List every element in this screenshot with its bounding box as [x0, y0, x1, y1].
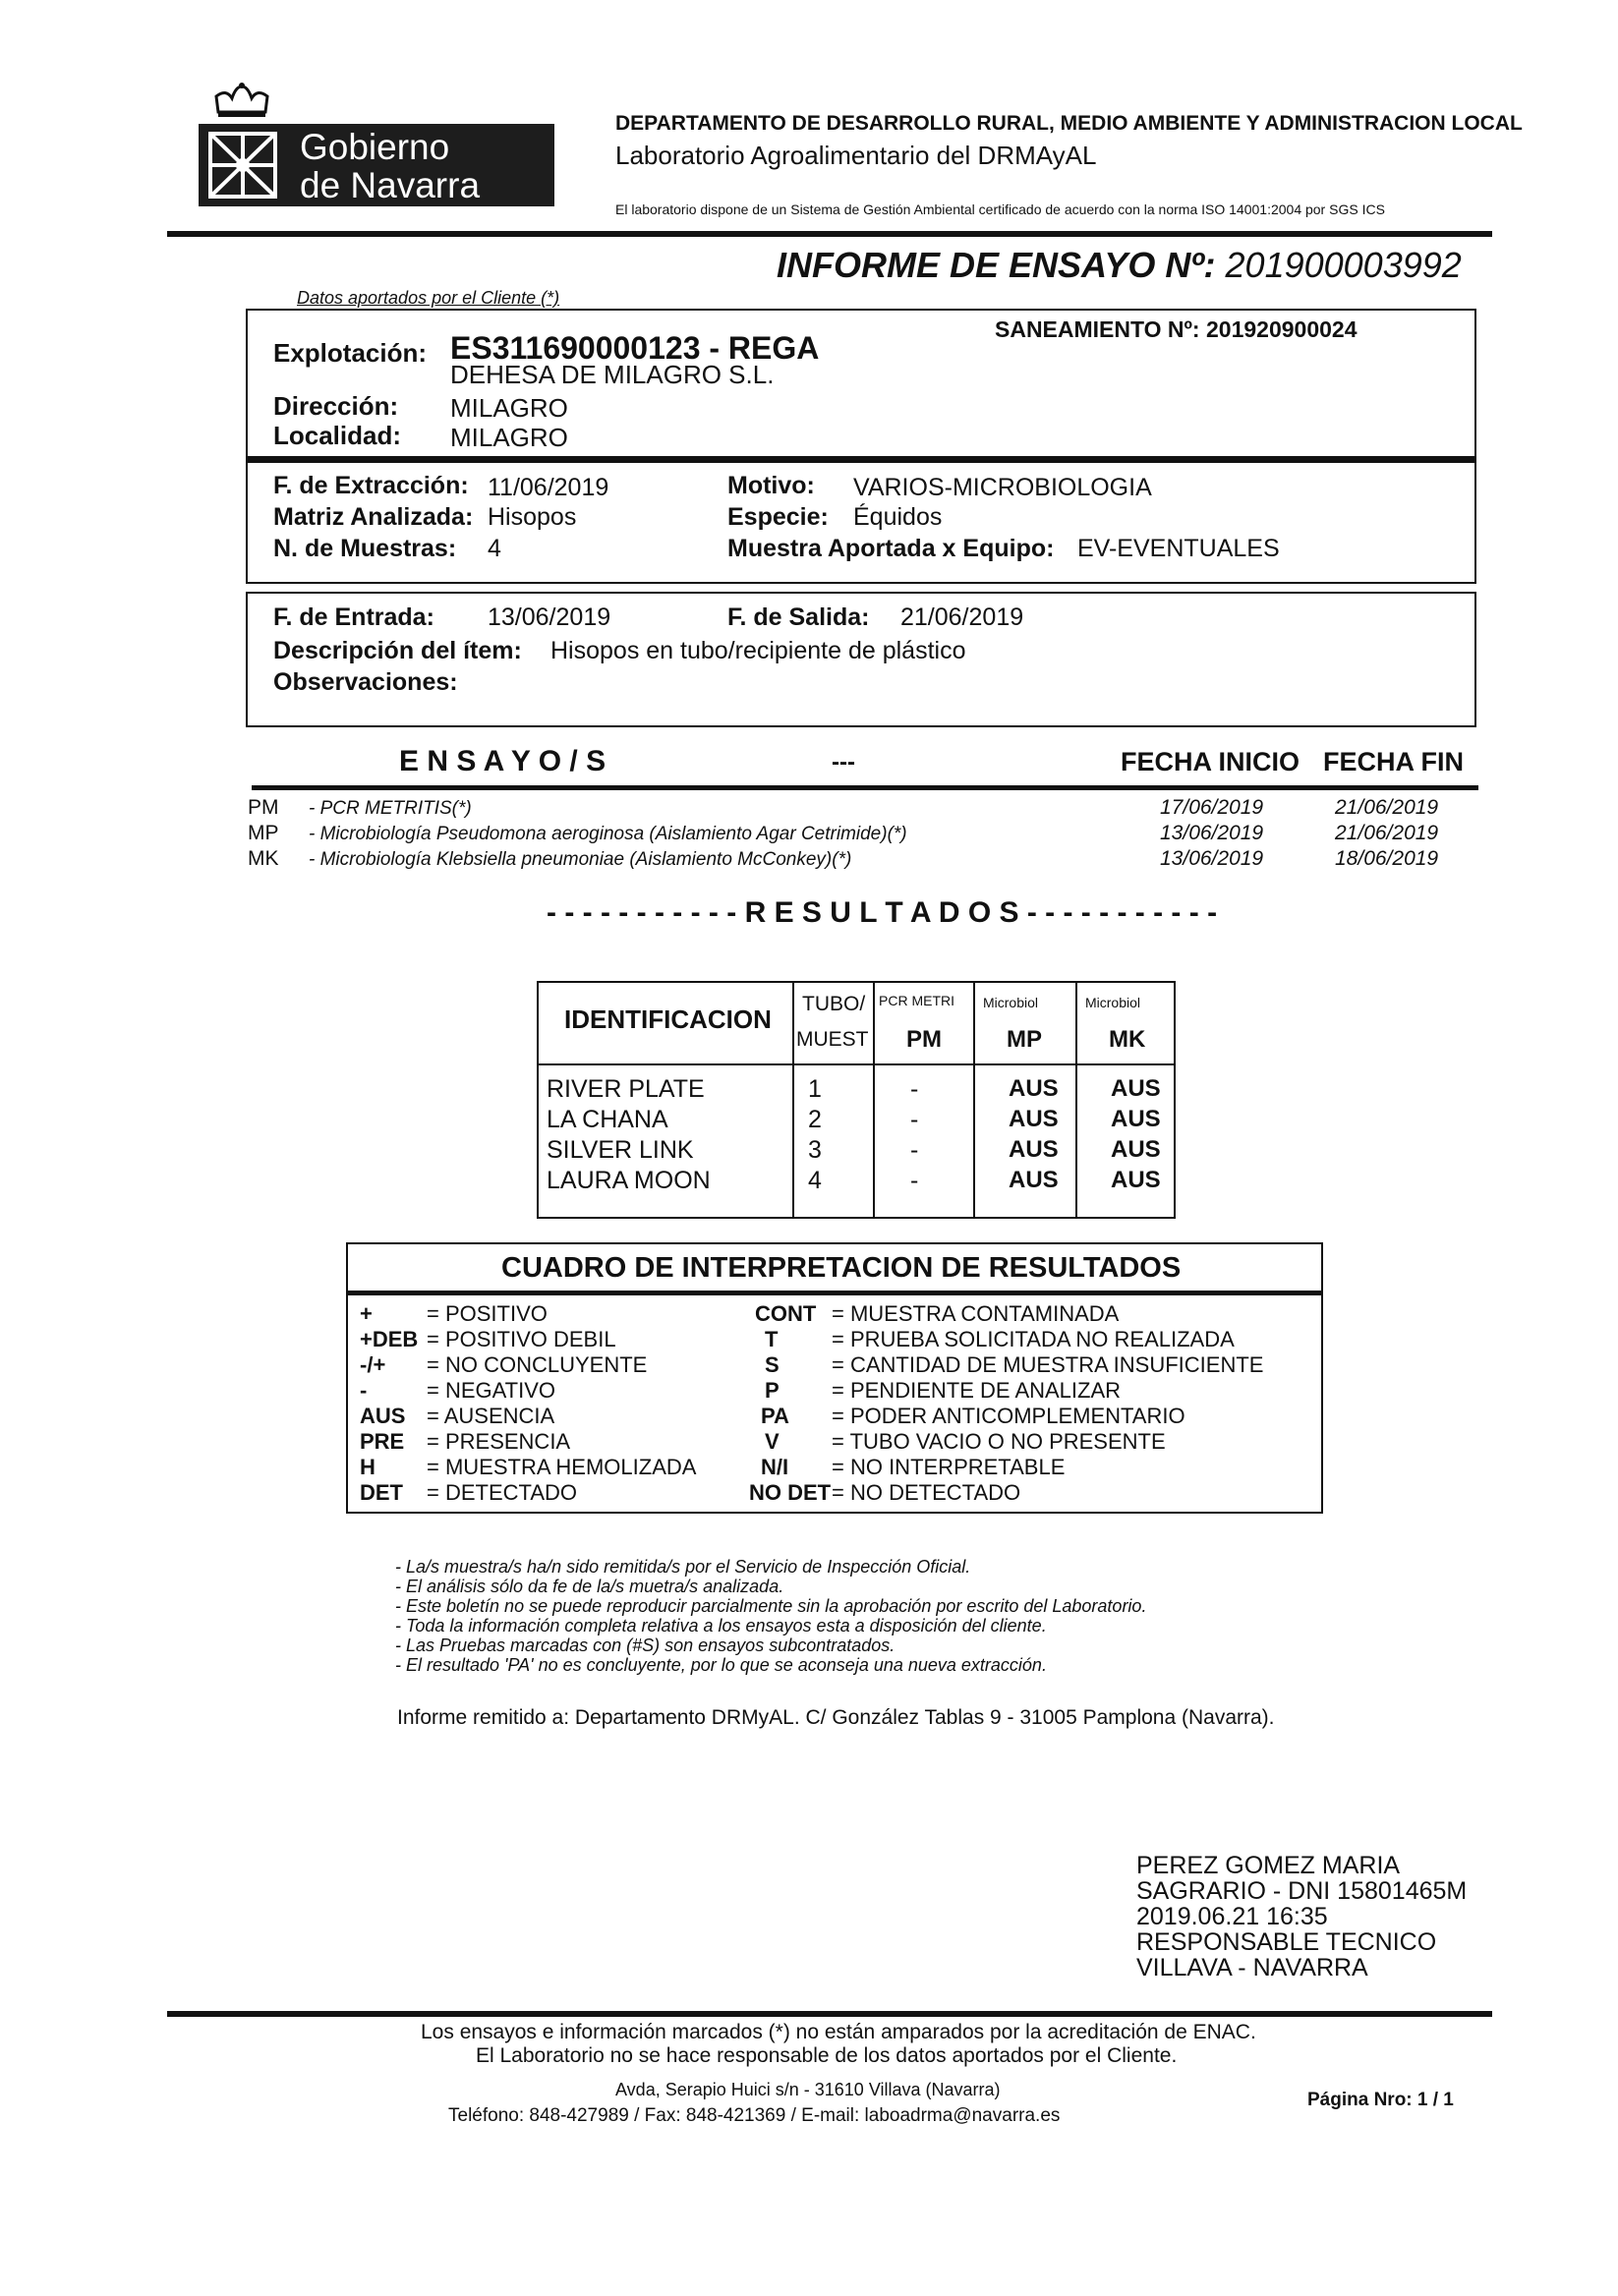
cell-mk: AUS [1111, 1136, 1161, 1163]
legend-code: -/+ [360, 1352, 386, 1377]
signature-block [1136, 1852, 1490, 1985]
legend-title: CUADRO DE INTERPRETACION DE RESULTADOS [501, 1252, 1182, 1284]
legend-code: - [360, 1378, 368, 1403]
col-header-mk: MK [1109, 1026, 1146, 1053]
motivo-label: Motivo: [727, 472, 815, 499]
ensayo-description: - PCR METRITIS(*) [309, 798, 472, 819]
ensayos-rule [252, 785, 1478, 790]
col-header-mp: MP [1007, 1026, 1042, 1053]
col-header-tubo-top: TUBO/ [802, 993, 866, 1015]
legend-code: DET [360, 1480, 403, 1505]
signature-line: 2019.06.21 16:35 [1136, 1903, 1328, 1930]
note-item: - Este boletín no se puede reproducir parcialmente sin la aprobación por escrito del Laboratorio. [395, 1596, 1147, 1616]
explotacion-value: ES311690000123 - REGA [450, 330, 820, 366]
cell-mp: AUS [1009, 1136, 1059, 1163]
report-recipient: Informe remitido a: Departamento DRMyAL. C/ González Tablas 9 - 31005 Pamplona (Navarra). [397, 1706, 1275, 1729]
entrada-value: 13/06/2019 [488, 603, 611, 631]
legend-text: = NEGATIVO [427, 1378, 556, 1403]
explotacion-label: Explotación: [273, 338, 428, 368]
cell-pm: - [910, 1167, 919, 1194]
ensayo-start-date: 13/06/2019 [1160, 822, 1264, 844]
cell-tubo: 2 [808, 1106, 822, 1133]
col-header-identificacion: IDENTIFICACION [564, 1004, 772, 1034]
entrada-label: F. de Entrada: [273, 603, 434, 631]
client-box [246, 309, 1476, 458]
signature-line: SAGRARIO - DNI 15801465M [1136, 1877, 1468, 1905]
ensayo-end-date: 18/06/2019 [1335, 847, 1439, 870]
footer-enac-note: Los ensayos e información marcados (*) no están amparados por la acreditación de ENAC. [421, 2021, 1256, 2043]
department-name: DEPARTAMENTO DE DESARROLLO RURAL, MEDIO AMBIENTE Y ADMINISTRACION LOCAL [615, 112, 1523, 135]
legend-code: P [765, 1378, 780, 1403]
logo-gobierno-navarra [199, 124, 554, 206]
cell-identificacion: LA CHANA [547, 1106, 668, 1133]
ensayo-start-date: 17/06/2019 [1160, 796, 1264, 819]
crown-icon [212, 83, 271, 118]
report-title [777, 245, 1462, 286]
legend-code: NO DET [749, 1480, 832, 1505]
cell-tubo: 4 [808, 1167, 822, 1194]
extraccion-value: 11/06/2019 [488, 474, 609, 501]
ensayo-end-date: 21/06/2019 [1335, 796, 1439, 819]
footer-responsibility-note: El Laboratorio no se hace responsable de los datos aportados por el Cliente. [476, 2044, 1178, 2067]
cell-mp: AUS [1009, 1075, 1059, 1102]
legend-text: = NO INTERPRETABLE [832, 1455, 1066, 1479]
iso-certification-note: El laboratorio dispone de un Sistema de Gestión Ambiental certificado de acuerdo con la norma ISO 14001:2004 por SGS ICS [615, 201, 1385, 217]
signature-line: RESPONSABLE TECNICO [1136, 1928, 1437, 1956]
resultados-heading: - - - - - - - - - - - R E S U L T A D O S - - - - - - - - - - - [547, 896, 1218, 929]
legend-code: PA [761, 1404, 789, 1428]
legend-text: = TUBO VACIO O NO PRESENTE [832, 1429, 1166, 1454]
matriz-label: Matriz Analizada: [273, 503, 474, 531]
ensayos-heading: E N S A Y O / S [399, 745, 607, 777]
descripcion-label: Descripción del ítem: [273, 637, 522, 664]
results-table [537, 981, 1176, 1219]
table-row [539, 1075, 1174, 1107]
fecha-fin-header: FECHA FIN [1323, 747, 1464, 776]
cell-mp: AUS [1009, 1106, 1059, 1132]
client-data-note: Datos aportados por el Cliente (*) [297, 288, 560, 308]
direccion-label: Dirección: [273, 391, 399, 421]
legend-code: +DEB [360, 1327, 419, 1351]
cell-pm: - [910, 1136, 919, 1164]
page-number: Página Nro: 1 / 1 [1307, 2090, 1454, 2110]
ensayo-code: MK [248, 847, 279, 870]
ensayo-description: - Microbiología Klebsiella pneumoniae (Aislamiento McConkey)(*) [309, 849, 852, 870]
col-header-pm: PM [906, 1026, 942, 1053]
legend-text: = NO CONCLUYENTE [427, 1352, 648, 1377]
ensayo-start-date: 13/06/2019 [1160, 847, 1264, 870]
legend-code: N/I [761, 1455, 789, 1479]
col-header-mp-top: Microbiol [983, 995, 1039, 1010]
aportada-label: Muestra Aportada x Equipo: [727, 535, 1055, 562]
cell-mk: AUS [1111, 1167, 1161, 1193]
legend-code: T [765, 1327, 779, 1351]
salida-label: F. de Salida: [727, 603, 870, 631]
extraccion-label: F. de Extracción: [273, 472, 469, 499]
legend-text: = CANTIDAD DE MUESTRA INSUFICIENTE [832, 1352, 1264, 1377]
cell-mk: AUS [1111, 1075, 1161, 1102]
laboratory-name: Laboratorio Agroalimentario del DRMAyAL [615, 141, 1097, 170]
cell-mp: AUS [1009, 1167, 1059, 1193]
muestras-value: 4 [488, 535, 501, 562]
legend-text: = POSITIVO DEBIL [427, 1327, 616, 1351]
cell-mk: AUS [1111, 1106, 1161, 1132]
legend-text: = PRUEBA SOLICITADA NO REALIZADA [832, 1327, 1235, 1351]
legend-text: = NO DETECTADO [832, 1480, 1021, 1505]
motivo-value: VARIOS-MICROBIOLOGIA [853, 474, 1152, 501]
muestras-label: N. de Muestras: [273, 535, 457, 562]
especie-value: Équidos [853, 503, 943, 531]
legend-entries [348, 1301, 1321, 1510]
legend-code: H [360, 1455, 376, 1479]
localidad-label: Localidad: [273, 421, 402, 450]
legend-text: = PENDIENTE DE ANALIZAR [832, 1378, 1122, 1403]
col-header-tubo-bottom: MUEST [796, 1028, 869, 1051]
company-name: DEHESA DE MILAGRO S.L. [450, 360, 775, 389]
observaciones-label: Observaciones: [273, 668, 458, 696]
signature-line: PEREZ GOMEZ MARIA [1136, 1852, 1401, 1879]
cell-tubo: 3 [808, 1136, 822, 1164]
col-header-pm-top: PCR METRI [879, 993, 954, 1008]
localidad-value: MILAGRO [450, 423, 568, 452]
footer-address: Avda, Serapio Huici s/n - 31610 Villava (Navarra) [615, 2080, 1001, 2099]
note-item: - El análisis sólo da fe de la/s muetra/s analizada. [395, 1577, 784, 1596]
descripcion-value: Hisopos en tubo/recipiente de plástico [550, 637, 966, 664]
interpretation-legend [346, 1242, 1323, 1514]
cell-pm: - [910, 1106, 919, 1133]
cell-identificacion: SILVER LINK [547, 1136, 694, 1164]
note-item: - Las Pruebas marcadas con (#S) son ensayos subcontratados. [395, 1636, 896, 1655]
legend-text: = MUESTRA CONTAMINADA [832, 1301, 1120, 1326]
logo-text-line1: Gobierno [300, 127, 450, 167]
cell-identificacion: LAURA MOON [547, 1167, 711, 1194]
header-rule [167, 231, 1492, 237]
legend-code: S [765, 1352, 780, 1377]
matriz-value: Hisopos [488, 503, 577, 531]
footer-rule [167, 2011, 1492, 2017]
salida-value: 21/06/2019 [900, 603, 1024, 631]
ensayo-code: PM [248, 796, 279, 819]
ensayos-list [248, 794, 1486, 877]
legend-code: PRE [360, 1429, 405, 1454]
legend-code: AUS [360, 1404, 406, 1428]
ensayo-code: MP [248, 822, 279, 844]
note-item: - La/s muestra/s ha/n sido remitida/s por el Servicio de Inspección Oficial. [395, 1557, 971, 1577]
fecha-inicio-header: FECHA INICIO [1121, 747, 1300, 776]
notes-list [395, 1557, 1280, 1681]
signature-line: VILLAVA - NAVARRA [1136, 1954, 1368, 1981]
ensayo-row [248, 820, 1486, 847]
ensayo-row [248, 794, 1486, 822]
ensayo-end-date: 21/06/2019 [1335, 822, 1439, 844]
legend-code: V [765, 1429, 780, 1454]
ensayo-row [248, 845, 1486, 873]
table-row [539, 1167, 1174, 1198]
cell-tubo: 1 [808, 1075, 822, 1103]
aportada-value: EV-EVENTUALES [1077, 535, 1280, 562]
footer-contact: Teléfono: 848-427989 / Fax: 848-421369 / E-mail: laboadrma@navarra.es [448, 2105, 1061, 2126]
ensayo-description: - Microbiología Pseudomona aeroginosa (Aislamiento Agar Cetrimide)(*) [309, 824, 907, 844]
legend-text: = MUESTRA HEMOLIZADA [427, 1455, 697, 1479]
ensayos-dashes: --- [832, 749, 855, 775]
legend-text: = PRESENCIA [427, 1429, 571, 1454]
sample-box [246, 458, 1476, 584]
table-row [539, 1106, 1174, 1137]
legend-text: = DETECTADO [427, 1480, 578, 1505]
legend-text: = POSITIVO [427, 1301, 548, 1326]
logo-text-line2: de Navarra [300, 165, 481, 205]
legend-text: = PODER ANTICOMPLEMENTARIO [832, 1404, 1185, 1428]
entry-box [246, 592, 1476, 727]
col-header-mk-top: Microbiol [1085, 995, 1141, 1010]
direccion-value: MILAGRO [450, 393, 568, 423]
legend-text: = AUSENCIA [427, 1404, 555, 1428]
chains-emblem-icon [206, 130, 279, 201]
table-row [539, 1136, 1174, 1168]
saneamiento-number: SANEAMIENTO Nº: 201920900024 [995, 316, 1358, 342]
legend-code: + [360, 1301, 373, 1326]
cell-identificacion: RIVER PLATE [547, 1075, 705, 1103]
cell-pm: - [910, 1075, 919, 1103]
note-item: - El resultado 'PA' no es concluyente, por lo que se aconseja una nueva extracción. [395, 1655, 1047, 1675]
report-number: 201900003992 [1225, 245, 1462, 285]
note-item: - Toda la información completa relativa a los ensayos esta a disposición del cliente. [395, 1616, 1047, 1636]
legend-code: CONT [755, 1301, 817, 1326]
especie-label: Especie: [727, 503, 829, 531]
report-title-label: INFORME DE ENSAYO Nº: [777, 245, 1216, 285]
